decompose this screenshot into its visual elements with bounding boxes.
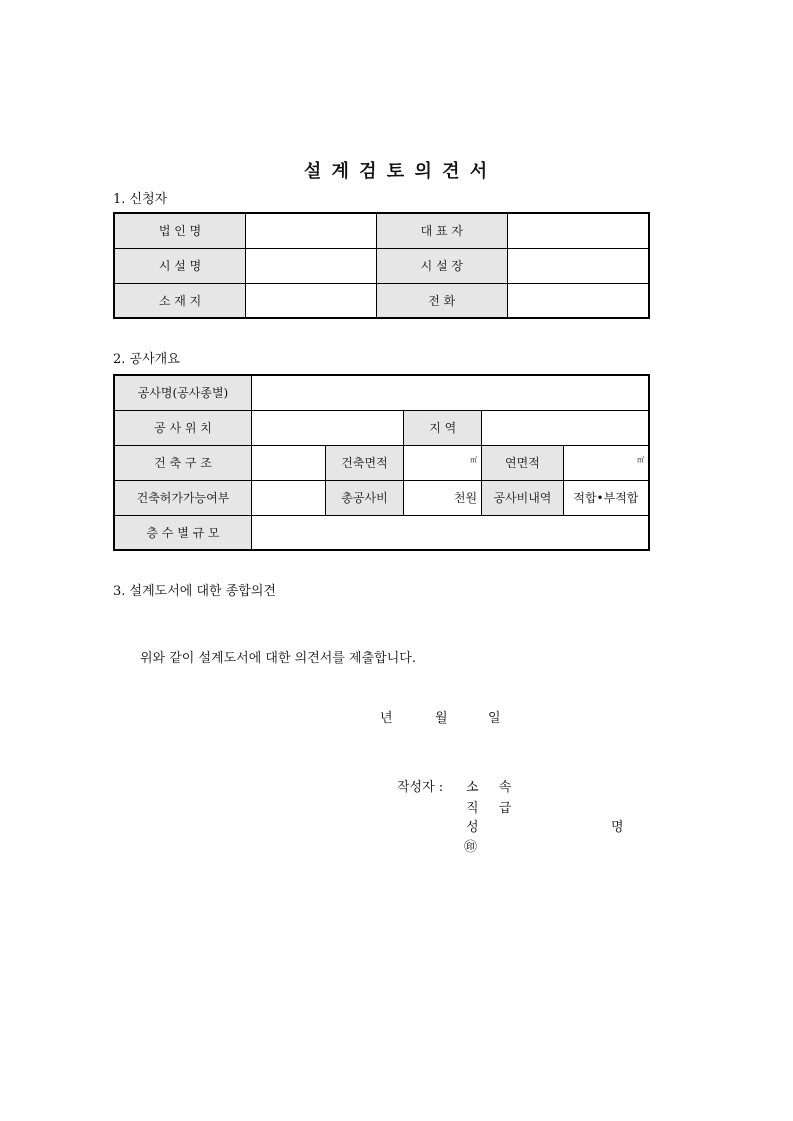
date-day: 일 bbox=[488, 711, 501, 726]
total-floor-area-field[interactable] bbox=[563, 445, 649, 480]
structure-label: 건 축 구 조 bbox=[114, 445, 251, 480]
section2-heading: 2. 공사개요 bbox=[113, 352, 180, 367]
author-position: 직 급 bbox=[466, 801, 520, 816]
building-area-label: 건축면적 bbox=[325, 445, 404, 480]
address-label: 소 재 지 bbox=[114, 283, 246, 318]
project-name-field[interactable] bbox=[251, 375, 649, 410]
seal-icon: ㊞ bbox=[464, 840, 478, 855]
building-area-field[interactable] bbox=[404, 445, 482, 480]
structure-field[interactable] bbox=[251, 445, 325, 480]
project-name-label: 공사명(공사종별) bbox=[114, 375, 251, 410]
cost-detail-field[interactable]: 적합•부적합 bbox=[563, 480, 649, 515]
total-cost-unit: 천원 bbox=[453, 491, 478, 505]
applicant-table bbox=[113, 212, 650, 319]
author-affiliation: 소 속 bbox=[466, 780, 520, 795]
permit-label: 건축허가가능여부 bbox=[114, 480, 251, 515]
total-cost-label: 총공사비 bbox=[325, 480, 404, 515]
region-field[interactable] bbox=[482, 410, 649, 445]
total-cost-field[interactable] bbox=[404, 480, 482, 515]
representative-label: 대 표 자 bbox=[376, 213, 508, 248]
project-table bbox=[113, 374, 650, 551]
cost-detail-label: 공사비내역 bbox=[482, 480, 564, 515]
address-field[interactable] bbox=[246, 283, 376, 318]
corp-name-field[interactable] bbox=[246, 213, 376, 248]
submission-statement: 위와 같이 설계도서에 대한 의견서를 제출합니다. bbox=[140, 651, 416, 666]
floor-scale-field[interactable] bbox=[251, 515, 649, 550]
facility-head-field[interactable] bbox=[508, 248, 649, 283]
permit-field[interactable] bbox=[251, 480, 325, 515]
representative-field[interactable] bbox=[508, 213, 649, 248]
author-name-suffix: 명 bbox=[611, 820, 624, 835]
author-name: 성 bbox=[466, 820, 479, 835]
corp-name-label: 법 인 명 bbox=[114, 213, 246, 248]
total-floor-area-label: 연면적 bbox=[482, 445, 564, 480]
region-label: 지 역 bbox=[404, 410, 482, 445]
facility-name-field[interactable] bbox=[246, 248, 376, 283]
project-location-label: 공 사 위 치 bbox=[114, 410, 251, 445]
phone-label: 전 화 bbox=[376, 283, 508, 318]
section3-heading: 3. 설계도서에 대한 종합의견 bbox=[113, 584, 276, 599]
date-year: 년 bbox=[380, 711, 393, 726]
author-label: 작성자 : bbox=[397, 780, 444, 795]
total-floor-area-unit: ㎡ bbox=[637, 456, 644, 464]
date-month: 월 bbox=[435, 711, 448, 726]
facility-head-label: 시 설 장 bbox=[376, 248, 508, 283]
section1-heading: 1. 신청자 bbox=[113, 192, 168, 207]
phone-field[interactable] bbox=[508, 283, 649, 318]
floor-scale-label: 층 수 별 규 모 bbox=[114, 515, 251, 550]
facility-name-label: 시 설 명 bbox=[114, 248, 246, 283]
project-location-field[interactable] bbox=[251, 410, 403, 445]
document-title: 설 계 검 토 의 견 서 bbox=[303, 161, 490, 182]
building-area-unit: ㎡ bbox=[470, 456, 478, 464]
